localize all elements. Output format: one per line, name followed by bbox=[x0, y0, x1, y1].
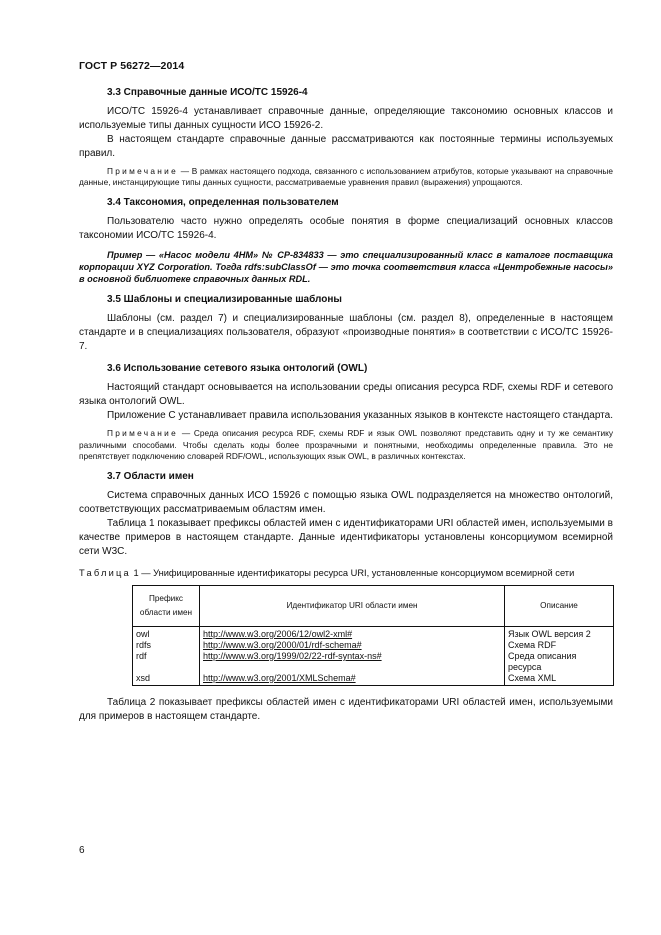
column-header-description: Описание bbox=[505, 586, 614, 627]
note-text: — Среда описания ресурса RDF, схемы RDF и язык OWL позволяют представить одну и ту же семантику различными способами. Чтобы сделать коды более прозрачными и понятными, необходимы определенные правила. Это не препятствует подключению словарей RDF/OWL, использующих язык OWL, в различных контекстах. bbox=[79, 428, 613, 461]
section-heading-3-7: 3.7 Области имен bbox=[107, 471, 194, 483]
page-body bbox=[79, 86, 613, 724]
prefix-cell: rdfs bbox=[133, 640, 200, 651]
namespace-table bbox=[132, 585, 614, 686]
uri-link[interactable]: http://www.w3.org/2001/XMLSchema# bbox=[203, 673, 356, 684]
uri-cell bbox=[200, 627, 505, 641]
paragraph: Пользователю часто нужно определять особые понятия в форме специализаций основных классов таксономии ИСО/ТС 15926-4. bbox=[79, 216, 613, 242]
column-header-prefix: Префикс области имен bbox=[133, 586, 200, 627]
section-heading-3-5: 3.5 Шаблоны и специализированные шаблоны bbox=[107, 294, 342, 306]
note bbox=[79, 166, 613, 188]
table-caption-text: 1 — Унифицированные идентификаторы ресурса URI, установленные консорциумом всемирной сети bbox=[130, 568, 575, 579]
paragraph: Таблица 1 показывает префиксы областей имен с идентификаторами URI областей имен, используемыми в качестве примеров в настоящем стандарте. Данные идентификаторы установлены консорциумом всемирной сети W3C. bbox=[79, 518, 613, 558]
note-text: — В рамках настоящего подхода, связанного с использованием атрибутов, которые указывают на справочные данные, инстанцирующие типы данных сущности, рассматриваемые уравнения правил (выражения) упрощаются. bbox=[79, 166, 613, 188]
note bbox=[79, 428, 613, 462]
uri-link[interactable]: http://www.w3.org/2000/01/rdf-schema# bbox=[203, 640, 362, 651]
uri-cell bbox=[200, 640, 505, 651]
description-cell: Язык OWL версия 2 bbox=[505, 627, 614, 641]
paragraph: ИСО/ТС 15926-4 устанавливает справочные данные, определяющие таксономию основных классов и используемые типы данных сущности ИСО 15926-2. bbox=[79, 106, 613, 131]
table-row bbox=[133, 640, 614, 651]
description-cell: Среда описания ресурса bbox=[505, 651, 614, 673]
section-heading-3-3: 3.3 Справочные данные ИСО/ТС 15926-4 bbox=[107, 87, 308, 98]
example: Пример — «Насос модели 4НМ» № CP-834833 — это специализированный класс в каталоге поставщика корпорации XYZ Corporation. Тогда rdfs:subClassOf — это точка соответствия класса «Центробежные насосы» в основной библиотеке справочных данных RDL. bbox=[79, 250, 613, 285]
description-cell: Схема XML bbox=[505, 673, 614, 686]
table-row bbox=[133, 651, 614, 673]
table-caption-label: Таблица bbox=[79, 568, 131, 579]
prefix-cell: rdf bbox=[133, 651, 200, 673]
paragraph: Шаблоны (см. раздел 7) и специализированные шаблоны (см. раздел 8), определенные в настоящем стандарте и в специализациях пользователя, образуют «производные понятия» в соответствии с ИСО/ТС 15926-7. bbox=[79, 313, 613, 353]
note-label: Примечание bbox=[107, 428, 179, 439]
section-heading-3-6: 3.6 Использование сетевого языка онтологий (OWL) bbox=[107, 363, 368, 375]
paragraph: Приложение С устанавливает правила использования указанных языков в контексте настоящего стандарта. bbox=[107, 410, 613, 422]
standard-header: ГОСТ Р 56272—2014 bbox=[79, 60, 185, 72]
description-cell: Схема RDF bbox=[505, 640, 614, 651]
uri-link[interactable]: http://www.w3.org/2006/12/owl2-xml# bbox=[203, 629, 353, 640]
uri-cell bbox=[200, 673, 505, 686]
column-header-uri: Идентификатор URI области имен bbox=[200, 586, 505, 627]
prefix-cell: xsd bbox=[133, 673, 200, 686]
table-caption bbox=[79, 566, 613, 580]
paragraph: Настоящий стандарт основывается на использовании среды описания ресурса RDF, схемы RDF и сетевого языка онтологий OWL. bbox=[79, 382, 613, 408]
paragraph: В настоящем стандарте справочные данные рассматриваются как постоянные термины используемых правил. bbox=[79, 134, 613, 159]
uri-cell bbox=[200, 651, 505, 673]
table-row bbox=[133, 673, 614, 686]
prefix-cell: owl bbox=[133, 627, 200, 641]
paragraph: Система справочных данных ИСО 15926 с помощью языка OWL подразделяется на множество онтологий, соответствующих рассматриваемым областям имен. bbox=[79, 490, 613, 516]
uri-link[interactable]: http://www.w3.org/1999/02/22-rdf-syntax-ns# bbox=[203, 651, 382, 662]
paragraph: Таблица 2 показывает префиксы областей имен с идентификаторами URI областей имен, используемыми для примеров в настоящем стандарте. bbox=[79, 697, 613, 723]
table-header-row bbox=[133, 586, 614, 627]
note-label: Примечание bbox=[107, 166, 179, 176]
table-row bbox=[133, 627, 614, 641]
page-number: 6 bbox=[79, 845, 85, 856]
section-heading-3-4: 3.4 Таксономия, определенная пользователем bbox=[107, 197, 339, 209]
